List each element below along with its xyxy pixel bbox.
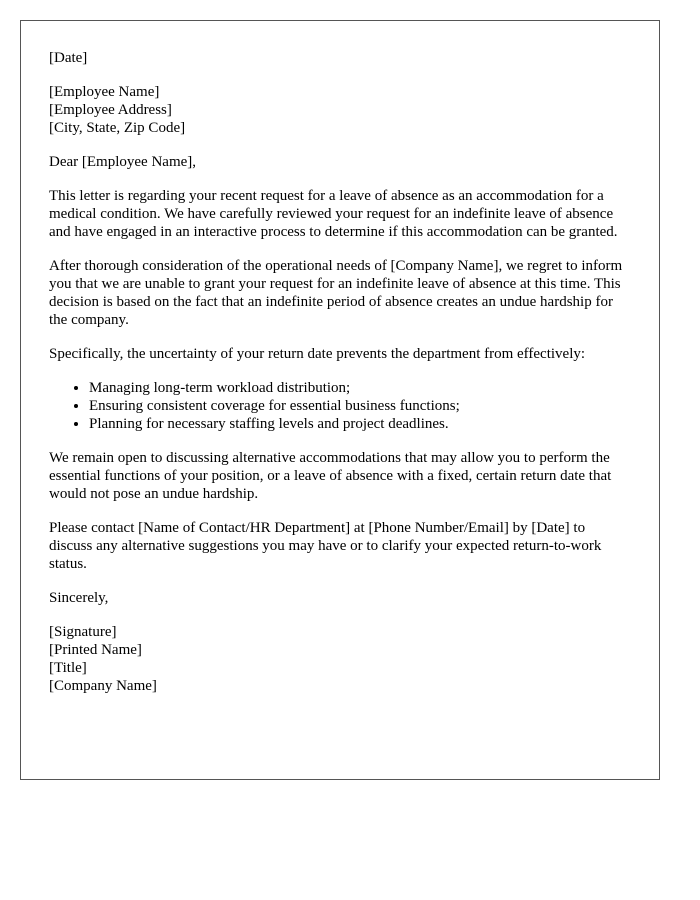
recipient-address: [Employee Address] bbox=[49, 102, 172, 118]
body-paragraph-2: After thorough consideration of the operational needs of [Company Name], we regret to inform you that we are unable to grant your request for an indefinite leave of absence at this time. This decision is based on the fact that an indefinite period of absence creates an undue hardship for the company. bbox=[49, 258, 623, 328]
sign-off: Sincerely, bbox=[49, 590, 109, 606]
closing-paragraph-1: We remain open to discussing alternative accommodations that may allow you to perform the essential functions of your position, or a leave of absence with a fixed, certain return date that would not pose an undue hardship. bbox=[49, 450, 612, 502]
signature-block bbox=[49, 623, 631, 695]
body-paragraph-1: This letter is regarding your recent request for a leave of absence as an accommodation for a medical condition. We have carefully reviewed your request for an indefinite leave of absence and have engaged in an interactive process to determine if this accommodation can be granted. bbox=[49, 188, 618, 240]
recipient-name: [Employee Name] bbox=[49, 84, 160, 100]
body-paragraph-3: Specifically, the uncertainty of your return date prevents the department from effectively: bbox=[49, 346, 586, 362]
salutation: Dear [Employee Name], bbox=[49, 154, 197, 170]
recipient-city-state-zip: [City, State, Zip Code] bbox=[49, 120, 186, 136]
list-item: • Managing long-term workload distribution; bbox=[89, 379, 631, 397]
date-text: [Date] bbox=[49, 50, 88, 66]
printed-name: [Printed Name] bbox=[49, 642, 142, 658]
list-item: • Ensuring consistent coverage for essential business functions; bbox=[89, 397, 631, 415]
signer-title: [Title] bbox=[49, 660, 87, 676]
signature-placeholder: [Signature] bbox=[49, 624, 117, 640]
letter-document bbox=[20, 20, 660, 780]
reasons-list bbox=[49, 379, 631, 433]
recipient-address-block bbox=[49, 83, 631, 137]
list-item: • Planning for necessary staffing levels and project deadlines. bbox=[89, 415, 631, 433]
date-line bbox=[49, 49, 631, 67]
closing-paragraph-2: Please contact [Name of Contact/HR Department] at [Phone Number/Email] by [Date] to discuss any alternative suggestions you may have or to clarify your expected return-to-work status. bbox=[49, 520, 602, 572]
signer-company: [Company Name] bbox=[49, 678, 157, 694]
